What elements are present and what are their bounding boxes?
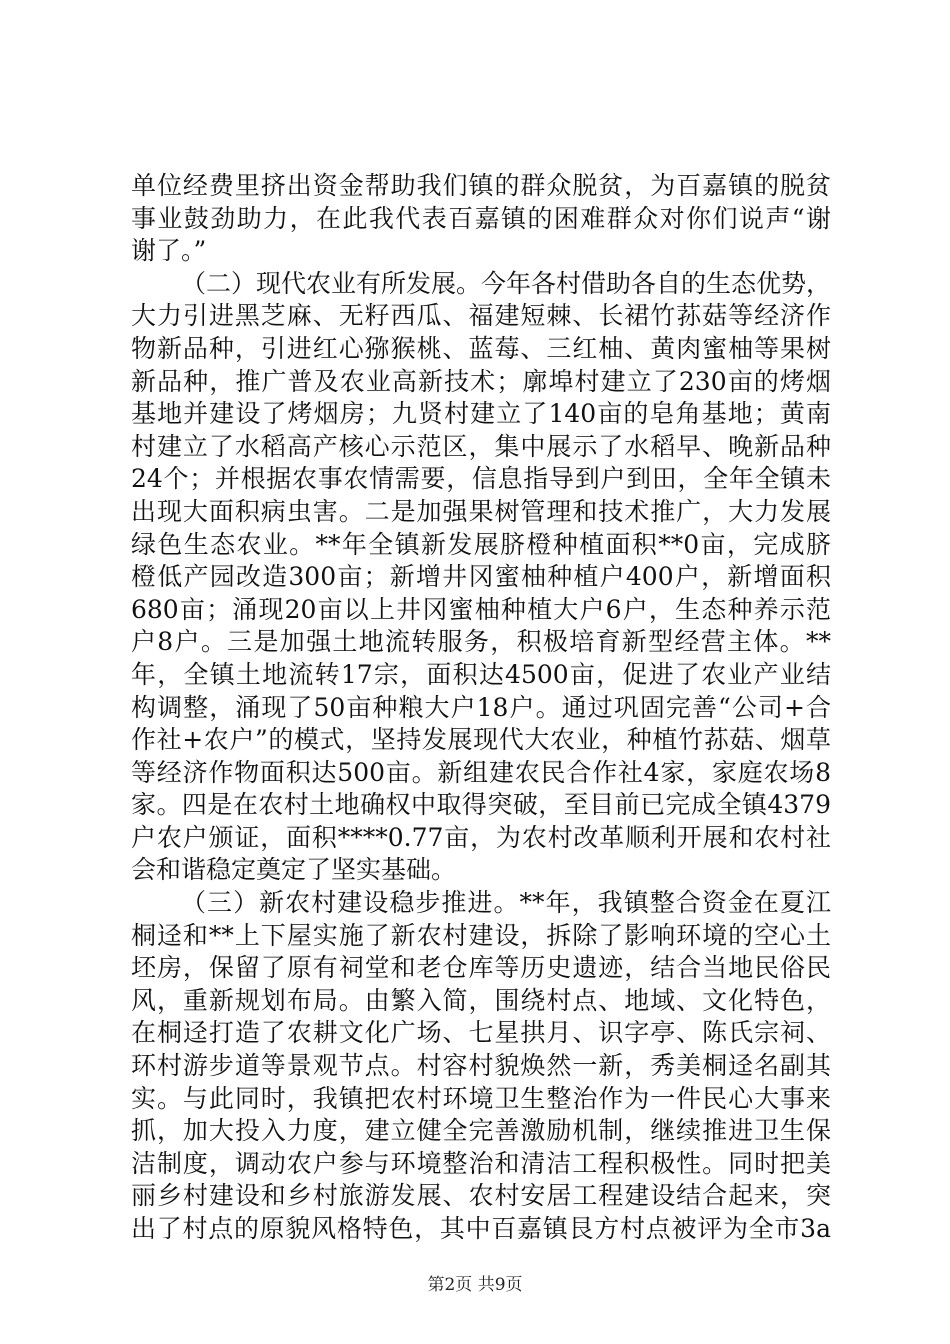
text-line: 风，重新规划布局。由繁入简，围绕村点、地域、文化特色， — [131, 985, 831, 1015]
text-line: 大力引进黑芝麻、无籽西瓜、福建短棘、长裙竹荪菇等经济作 — [131, 301, 831, 331]
text-line: 抓，加大投入力度，建立健全完善激励机制，继续推进卫生保 — [131, 1116, 831, 1146]
text-line: 出了村点的原貌风格特色，其中百嘉镇艮方村点被评为全市3a — [131, 1214, 831, 1243]
text-line: 基地并建设了烤烟房；九贤村建立了140亩的皂角基地；黄南 — [131, 399, 831, 429]
text-line: 680亩；涌现20亩以上井冈蜜柚种植大户6户，生态种养示范 — [131, 594, 831, 624]
text-line: 户8户。三是加强土地流转服务，积极培育新型经营主体。** — [131, 627, 831, 657]
text-line: 在桐迳打造了农耕文化广场、七星拱月、识字亭、陈氏宗祠、 — [131, 1018, 831, 1048]
text-line: （二）现代农业有所发展。今年各村借助各自的生态优势， — [181, 268, 832, 298]
text-line: 家。四是在农村土地确权中取得突破，至目前已完成全镇4379 — [131, 790, 831, 820]
text-line: 物新品种，引进红心猕猴桃、蓝莓、三红柚、黄肉蜜柚等果树 — [131, 333, 831, 363]
text-line: 作社+农户”的模式，坚持发展现代大农业，种植竹荪菇、烟草 — [131, 725, 831, 755]
text-line: 24个；并根据农事农情需要，信息指导到户到田，全年全镇未 — [131, 464, 831, 494]
text-line: 洁制度，调动农户参与环境整治和清洁工程积极性。同时把美 — [131, 1148, 831, 1178]
text-line: 户农户颁证，面积****0.77亩，为农村改革顺利开展和农村社 — [131, 822, 831, 852]
text-line: 橙低产园改造300亩；新增井冈蜜柚种植户400户，新增面积 — [131, 562, 831, 592]
text-line: 谢了。” — [131, 236, 207, 266]
text-line: 新品种，推广普及农业高新技术；廓埠村建立了230亩的烤烟 — [131, 366, 831, 396]
text-line: 出现大面积病虫害。二是加强果树管理和技术推广，大力发展 — [131, 496, 831, 526]
page-footer: 第2页 共9页 — [427, 1275, 523, 1295]
text-line: 实。与此同时，我镇把农村环境卫生整治作为一件民心大事来 — [131, 1083, 831, 1113]
text-line: 村建立了水稻高产核心示范区，集中展示了水稻早、晚新品种 — [131, 431, 831, 461]
text-line: 丽乡村建设和乡村旅游发展、农村安居工程建设结合起来，突 — [131, 1181, 831, 1211]
text-line: 等经济作物面积达500亩。新组建农民合作社4家，家庭农场8 — [131, 757, 831, 787]
text-line: （三）新农村建设稳步推进。**年，我镇整合资金在夏江 — [181, 888, 831, 918]
text-line: 会和谐稳定奠定了坚实基础。 — [131, 855, 457, 885]
text-line: 事业鼓劲助力，在此我代表百嘉镇的困难群众对你们说声“谢 — [131, 203, 831, 233]
text-line: 单位经费里挤出资金帮助我们镇的群众脱贫，为百嘉镇的脱贫 — [131, 171, 831, 200]
text-line: 环村游步道等景观节点。村容村貌焕然一新，秀美桐迳名副其 — [131, 1051, 831, 1081]
text-line: 绿色生态农业。**年全镇新发展脐橙种植面积**0亩，完成脐 — [131, 529, 831, 559]
text-line: 桐迳和**上下屋实施了新农村建设，拆除了影响环境的空心土 — [131, 920, 831, 950]
document-body — [131, 170, 831, 1246]
text-line: 年，全镇土地流转17宗，面积达4500亩，促进了农业产业结 — [131, 659, 831, 689]
text-line: 构调整，涌现了50亩种粮大户18户。通过巩固完善“公司+合 — [131, 692, 831, 722]
text-line: 坯房，保留了原有祠堂和老仓库等历史遗迹，结合当地民俗民 — [131, 953, 831, 983]
